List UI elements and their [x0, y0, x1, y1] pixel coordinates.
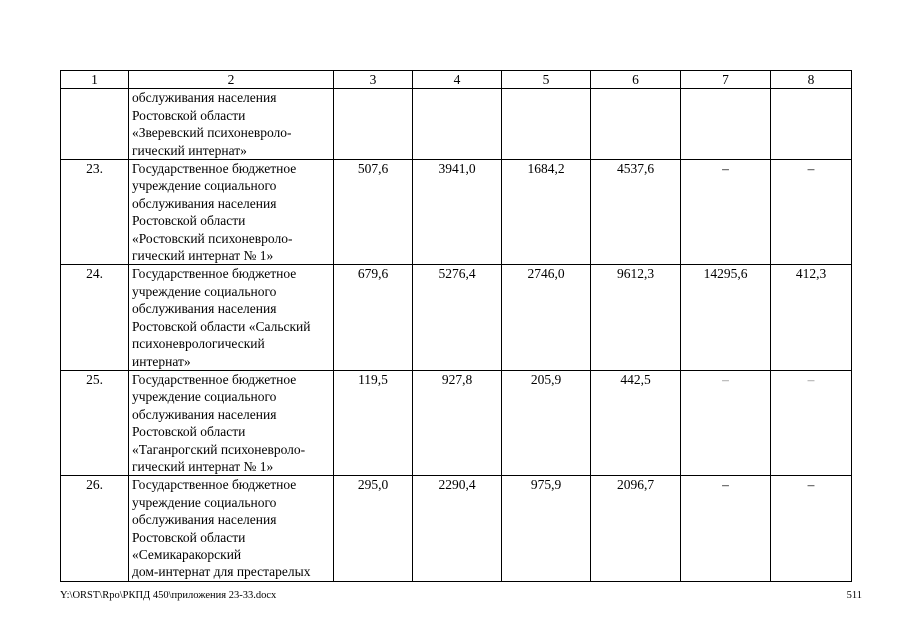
table-row	[61, 160, 852, 265]
cell-col5: 1684,2	[502, 160, 591, 265]
cell-col5: 975,9	[502, 476, 591, 581]
cell-col8: 412,3	[771, 265, 852, 370]
institution-name: Государственное бюджетное учреждение социального обслуживания населения Ростовской области «Таганрогский психоневроло- гический интернат № 1»	[129, 370, 334, 475]
row-number: 25.	[61, 370, 129, 475]
cell-col7: –	[681, 160, 771, 265]
cell-col8: –	[771, 476, 852, 581]
cell-col4: 3941,0	[413, 160, 502, 265]
cell-col3	[334, 89, 413, 160]
cell-col6	[591, 89, 681, 160]
header-cell: 6	[591, 71, 681, 89]
header-cell: 1	[61, 71, 129, 89]
cell-col3: 507,6	[334, 160, 413, 265]
cell-col6: 9612,3	[591, 265, 681, 370]
table-header-row	[61, 71, 852, 89]
cell-col3: 119,5	[334, 370, 413, 475]
cell-col3: 679,6	[334, 265, 413, 370]
cell-col6: 442,5	[591, 370, 681, 475]
cell-col4	[413, 89, 502, 160]
footer-page-number: 511	[846, 590, 862, 601]
cell-col7	[681, 89, 771, 160]
cell-col8	[771, 89, 852, 160]
table-row	[61, 89, 852, 160]
table-row	[61, 265, 852, 370]
table-row	[61, 476, 852, 581]
cell-col6: 4537,6	[591, 160, 681, 265]
institution-name: Государственное бюджетное учреждение социального обслуживания населения Ростовской области «Ростовский психоневроло- гический интернат № 1»	[129, 160, 334, 265]
data-table	[60, 70, 852, 582]
cell-col7: –	[681, 476, 771, 581]
header-cell: 5	[502, 71, 591, 89]
header-cell: 8	[771, 71, 852, 89]
cell-col8: –	[771, 160, 852, 265]
cell-col7: 14295,6	[681, 265, 771, 370]
row-number: 24.	[61, 265, 129, 370]
header-cell: 4	[413, 71, 502, 89]
header-cell: 7	[681, 71, 771, 89]
row-number: 23.	[61, 160, 129, 265]
row-number: 26.	[61, 476, 129, 581]
cell-col4: 5276,4	[413, 265, 502, 370]
cell-col5	[502, 89, 591, 160]
institution-name: Государственное бюджетное учреждение социального обслуживания населения Ростовской области «Семикаракорский дом-интернат для престарелых	[129, 476, 334, 581]
cell-col4: 927,8	[413, 370, 502, 475]
cell-col5: 2746,0	[502, 265, 591, 370]
cell-col3: 295,0	[334, 476, 413, 581]
institution-name: обслуживания населения Ростовской области «Зверевский психоневроло- гический интернат»	[129, 89, 334, 160]
cell-col7: –	[681, 370, 771, 475]
institution-name: Государственное бюджетное учреждение социального обслуживания населения Ростовской области «Сальский психоневрологический интернат»	[129, 265, 334, 370]
footer-file-path: Y:\ORST\Rpo\РКПД 450\приложения 23-33.docx	[60, 590, 277, 601]
cell-col6: 2096,7	[591, 476, 681, 581]
header-cell: 3	[334, 71, 413, 89]
cell-col8: –	[771, 370, 852, 475]
header-cell: 2	[129, 71, 334, 89]
table-row	[61, 370, 852, 475]
row-number	[61, 89, 129, 160]
cell-col5: 205,9	[502, 370, 591, 475]
cell-col4: 2290,4	[413, 476, 502, 581]
